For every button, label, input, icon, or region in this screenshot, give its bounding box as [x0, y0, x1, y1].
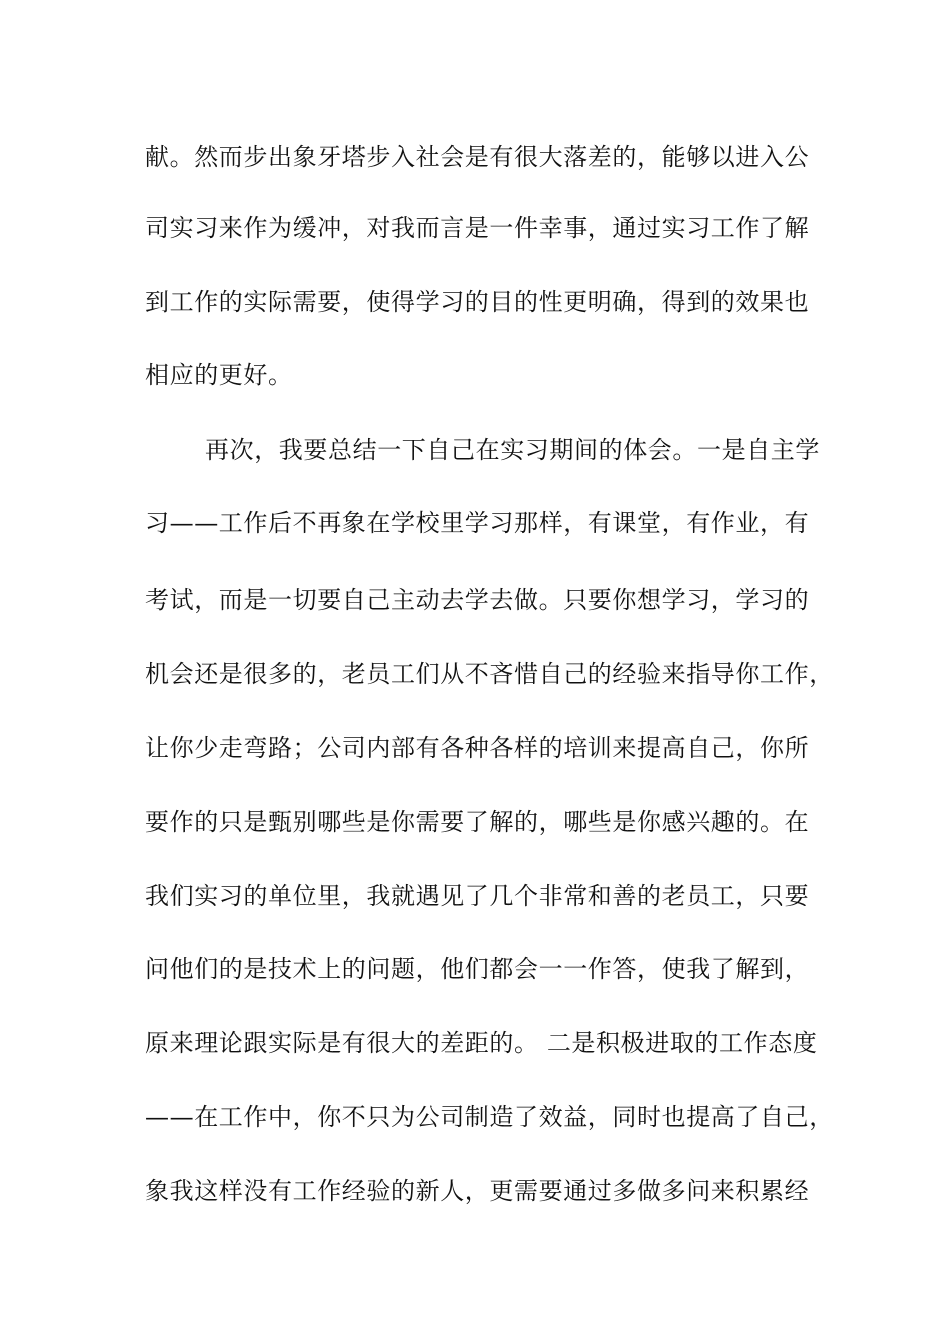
paragraph-first-line: 再次，我要总结一下自己在实习期间的体会。一是自主学: [205, 436, 820, 464]
paragraph-line: 问他们的是技术上的问题，他们都会一一作答，使我了解到，: [145, 955, 810, 983]
paragraph-line: 献。然而步出象牙塔步入社会是有很大落差的，能够以进入公: [145, 143, 810, 171]
paragraph-line: 考试，而是一切要自己主动去学去做。只要你想学习，学习的: [145, 586, 810, 614]
paragraph-line: 习——工作后不再象在学校里学习那样，有课堂，有作业，有: [145, 509, 810, 537]
paragraph-line: 要作的只是甄别哪些是你需要了解的，哪些是你感兴趣的。在: [145, 808, 810, 836]
paragraph-line: 象我这样没有工作经验的新人，更需要通过多做多问来积累经: [145, 1177, 810, 1205]
paragraph-line: 让你少走弯路；公司内部有各种各样的培训来提高自己，你所: [145, 734, 810, 762]
paragraph-line: ——在工作中，你不只为公司制造了效益，同时也提高了自己，: [145, 1103, 834, 1131]
paragraph-line: 原来理论跟实际是有很大的差距的。 二是积极进取的工作态度: [145, 1029, 818, 1057]
paragraph-line: 到工作的实际需要，使得学习的目的性更明确，得到的效果也: [145, 288, 810, 316]
paragraph-line: 相应的更好。: [145, 361, 293, 389]
paragraph-line: 机会还是很多的，老员工们从不吝惜自己的经验来指导你工作，: [145, 660, 834, 688]
paragraph-line: 司实习来作为缓冲，对我而言是一件幸事，通过实习工作了解: [145, 214, 810, 242]
paragraph-line: 我们实习的单位里，我就遇见了几个非常和善的老员工，只要: [145, 882, 810, 910]
